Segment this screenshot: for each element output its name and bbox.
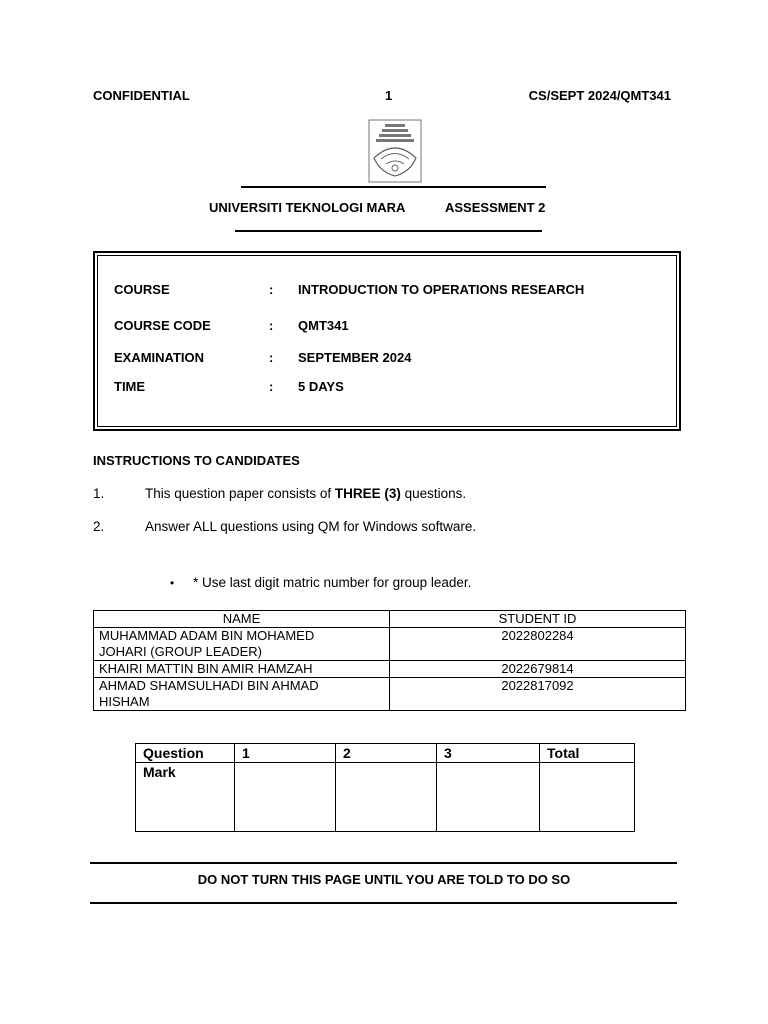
course-label: COURSE xyxy=(114,282,170,297)
university-logo-icon xyxy=(366,118,424,184)
instruction-1-text: This question paper consists of THREE (3) questions. xyxy=(145,486,467,501)
instructions-title: INSTRUCTIONS TO CANDIDATES xyxy=(93,453,300,468)
examination-value: SEPTEMBER 2024 xyxy=(298,350,412,365)
university-name: UNIVERSITI TEKNOLOGI MARA xyxy=(209,200,406,215)
divider-bottom xyxy=(235,230,542,232)
mark-cell-q2 xyxy=(336,763,437,832)
divider-top xyxy=(241,186,546,188)
student-name: KHAIRI MATTIN BIN AMIR HAMZAH xyxy=(94,661,390,678)
time-value: 5 DAYS xyxy=(298,379,344,394)
student-id: 2022679814 xyxy=(390,661,686,678)
marks-table xyxy=(135,743,635,832)
course-value: INTRODUCTION TO OPERATIONS RESEARCH xyxy=(298,282,585,297)
examination-label: EXAMINATION xyxy=(114,350,205,365)
assessment-title: ASSESSMENT 2 xyxy=(445,200,546,215)
course-code-sep: : xyxy=(269,318,274,333)
student-name: AHMAD SHAMSULHADI BIN AHMAD HISHAM xyxy=(94,678,390,711)
bullet-icon: • xyxy=(170,576,175,590)
name-header: NAME xyxy=(94,611,390,628)
student-id: 2022817092 xyxy=(390,678,686,711)
mark-cell-total xyxy=(540,763,635,832)
course-code-value: QMT341 xyxy=(298,318,349,333)
course-code-label: COURSE CODE xyxy=(114,318,211,333)
question-header: Question xyxy=(136,744,235,763)
table-header-row xyxy=(94,611,686,628)
instruction-2-text: Answer ALL questions using QM for Windows software. xyxy=(145,519,477,534)
table-row xyxy=(94,678,686,711)
total-header: Total xyxy=(540,744,635,763)
footer-notice: DO NOT TURN THIS PAGE UNTIL YOU ARE TOLD TO DO SO xyxy=(197,872,571,887)
question-2-header: 2 xyxy=(336,744,437,763)
course-info-box xyxy=(93,251,681,431)
marks-row xyxy=(136,763,635,832)
table-row xyxy=(94,628,686,661)
group-leader-note: * Use last digit matric number for group leader. xyxy=(193,575,472,590)
table-row xyxy=(94,661,686,678)
time-label: TIME xyxy=(114,379,146,394)
instruction-1-number: 1. xyxy=(93,486,105,501)
mark-cell-q3 xyxy=(437,763,540,832)
paper-code: CS/SEPT 2024/QMT341 xyxy=(528,88,671,103)
instruction-2-number: 2. xyxy=(93,519,105,534)
question-3-header: 3 xyxy=(437,744,540,763)
question-1-header: 1 xyxy=(235,744,336,763)
student-id: 2022802284 xyxy=(390,628,686,661)
mark-label: Mark xyxy=(136,763,235,832)
footer-divider-top xyxy=(90,862,677,864)
marks-header-row xyxy=(136,744,635,763)
footer-divider-bottom xyxy=(90,902,677,904)
student-id-header: STUDENT ID xyxy=(390,611,686,628)
student-name: MUHAMMAD ADAM BIN MOHAMED JOHARI (GROUP LEADER) xyxy=(94,628,390,661)
confidential-label: CONFIDENTIAL xyxy=(93,88,190,103)
page-number: 1 xyxy=(385,88,393,103)
examination-sep: : xyxy=(269,350,274,365)
time-sep: : xyxy=(269,379,274,394)
course-sep: : xyxy=(269,282,274,297)
student-table xyxy=(93,610,686,711)
mark-cell-q1 xyxy=(235,763,336,832)
